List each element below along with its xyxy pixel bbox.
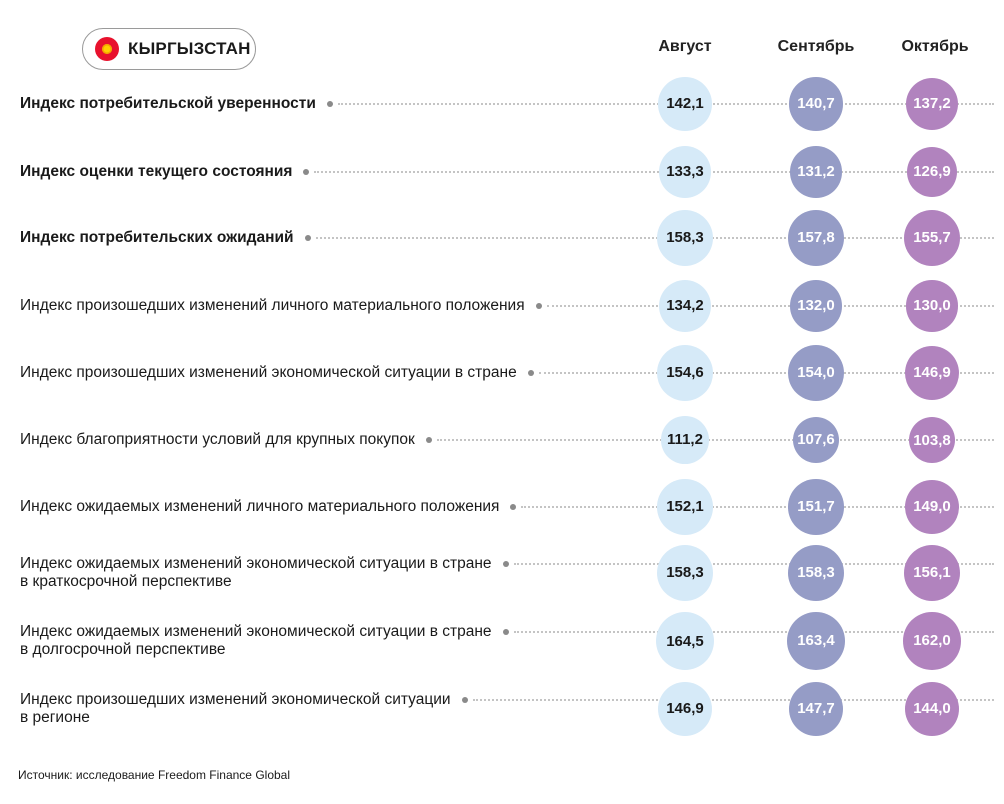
index-label-line: Индекс произошедших изменений экономической ситуации в стране bbox=[20, 364, 517, 381]
value-bubble-august: 133,3 bbox=[659, 146, 711, 198]
value-bubble-august: 111,2 bbox=[661, 416, 708, 463]
index-row bbox=[0, 674, 1004, 744]
index-row bbox=[0, 405, 1004, 475]
value-bubble-september: 157,8 bbox=[788, 210, 845, 267]
value-bubble-october: 130,0 bbox=[906, 280, 957, 331]
value-bubble-october: 155,7 bbox=[904, 210, 960, 266]
index-row bbox=[0, 606, 1004, 676]
leader-dot bbox=[303, 169, 309, 175]
index-label bbox=[20, 498, 499, 516]
index-label-line: Индекс оценки текущего состояния bbox=[20, 163, 293, 180]
value-bubble-october: 137,2 bbox=[906, 78, 959, 131]
kyrgyzstan-flag-icon bbox=[95, 37, 119, 61]
source-note: Источник: исследование Freedom Finance Global bbox=[18, 768, 291, 782]
leader-dot bbox=[426, 437, 432, 443]
value-bubble-september: 151,7 bbox=[788, 479, 843, 534]
value-bubble-september: 131,2 bbox=[790, 146, 841, 197]
leader-dot bbox=[462, 697, 468, 703]
index-label bbox=[20, 163, 292, 181]
index-label bbox=[20, 364, 517, 382]
column-header-august: Август bbox=[658, 38, 712, 55]
leader-dot bbox=[536, 303, 542, 309]
index-label-line: Индекс благоприятности условий для крупных покупок bbox=[20, 431, 415, 448]
index-row bbox=[0, 538, 1004, 608]
value-bubble-august: 154,6 bbox=[657, 345, 713, 401]
leader-line bbox=[314, 171, 994, 173]
index-row bbox=[0, 203, 1004, 273]
value-bubble-october: 149,0 bbox=[905, 480, 960, 535]
index-row bbox=[0, 472, 1004, 542]
country-name: КЫРГЫЗСТАН bbox=[128, 39, 251, 58]
leader-dot bbox=[528, 370, 534, 376]
value-bubble-october: 144,0 bbox=[905, 682, 959, 736]
index-label-line: Индекс ожидаемых изменений личного материального положения bbox=[20, 498, 500, 515]
value-bubble-september: 163,4 bbox=[787, 612, 845, 670]
value-bubble-august: 142,1 bbox=[658, 77, 712, 131]
leader-dot bbox=[503, 629, 509, 635]
index-label-line: Индекс произошедших изменений личного материального положения bbox=[20, 297, 525, 314]
value-bubble-september: 132,0 bbox=[790, 280, 842, 332]
value-bubble-september: 147,7 bbox=[789, 682, 844, 737]
value-bubble-august: 158,3 bbox=[657, 210, 714, 267]
value-bubble-october: 126,9 bbox=[907, 147, 958, 198]
index-row bbox=[0, 137, 1004, 207]
column-header-october: Октябрь bbox=[901, 38, 969, 55]
index-label bbox=[20, 297, 525, 315]
value-bubble-august: 152,1 bbox=[657, 479, 713, 535]
value-bubble-august: 134,2 bbox=[659, 280, 711, 332]
index-label-line: Индекс потребительских ожиданий bbox=[20, 229, 294, 246]
value-bubble-october: 103,8 bbox=[909, 417, 955, 463]
index-label-line: в регионе bbox=[20, 709, 90, 726]
value-bubble-october: 146,9 bbox=[905, 346, 960, 401]
value-bubble-september: 154,0 bbox=[788, 345, 844, 401]
index-row bbox=[0, 69, 1004, 139]
country-badge bbox=[82, 28, 256, 70]
value-bubble-september: 158,3 bbox=[788, 545, 845, 602]
value-bubble-september: 107,6 bbox=[793, 417, 840, 464]
leader-dot bbox=[305, 235, 311, 241]
column-header-september: Сентябрь bbox=[777, 38, 855, 55]
index-label-line: Индекс ожидаемых изменений экономической ситуации в стране bbox=[20, 623, 492, 640]
leader-dot bbox=[503, 561, 509, 567]
index-row bbox=[0, 338, 1004, 408]
value-bubble-october: 162,0 bbox=[903, 612, 961, 670]
leader-dot bbox=[327, 101, 333, 107]
index-label bbox=[20, 229, 294, 247]
index-label-line: Индекс потребительской уверенности bbox=[20, 95, 316, 112]
index-label bbox=[20, 555, 492, 591]
value-bubble-august: 164,5 bbox=[656, 612, 714, 670]
index-label-line: в краткосрочной перспективе bbox=[20, 573, 232, 590]
index-label-line: Индекс произошедших изменений экономической ситуации bbox=[20, 691, 451, 708]
value-bubble-october: 156,1 bbox=[904, 545, 960, 601]
index-label-line: Индекс ожидаемых изменений экономической ситуации в стране bbox=[20, 555, 492, 572]
index-row bbox=[0, 271, 1004, 341]
leader-line bbox=[316, 237, 994, 239]
value-bubble-september: 140,7 bbox=[789, 77, 842, 130]
value-bubble-august: 146,9 bbox=[658, 682, 713, 737]
index-label bbox=[20, 95, 316, 113]
index-label bbox=[20, 431, 415, 449]
index-label bbox=[20, 623, 492, 659]
leader-dot bbox=[510, 504, 516, 510]
index-label bbox=[20, 691, 451, 727]
value-bubble-august: 158,3 bbox=[657, 545, 714, 602]
index-label-line: в долгосрочной перспективе bbox=[20, 641, 226, 658]
